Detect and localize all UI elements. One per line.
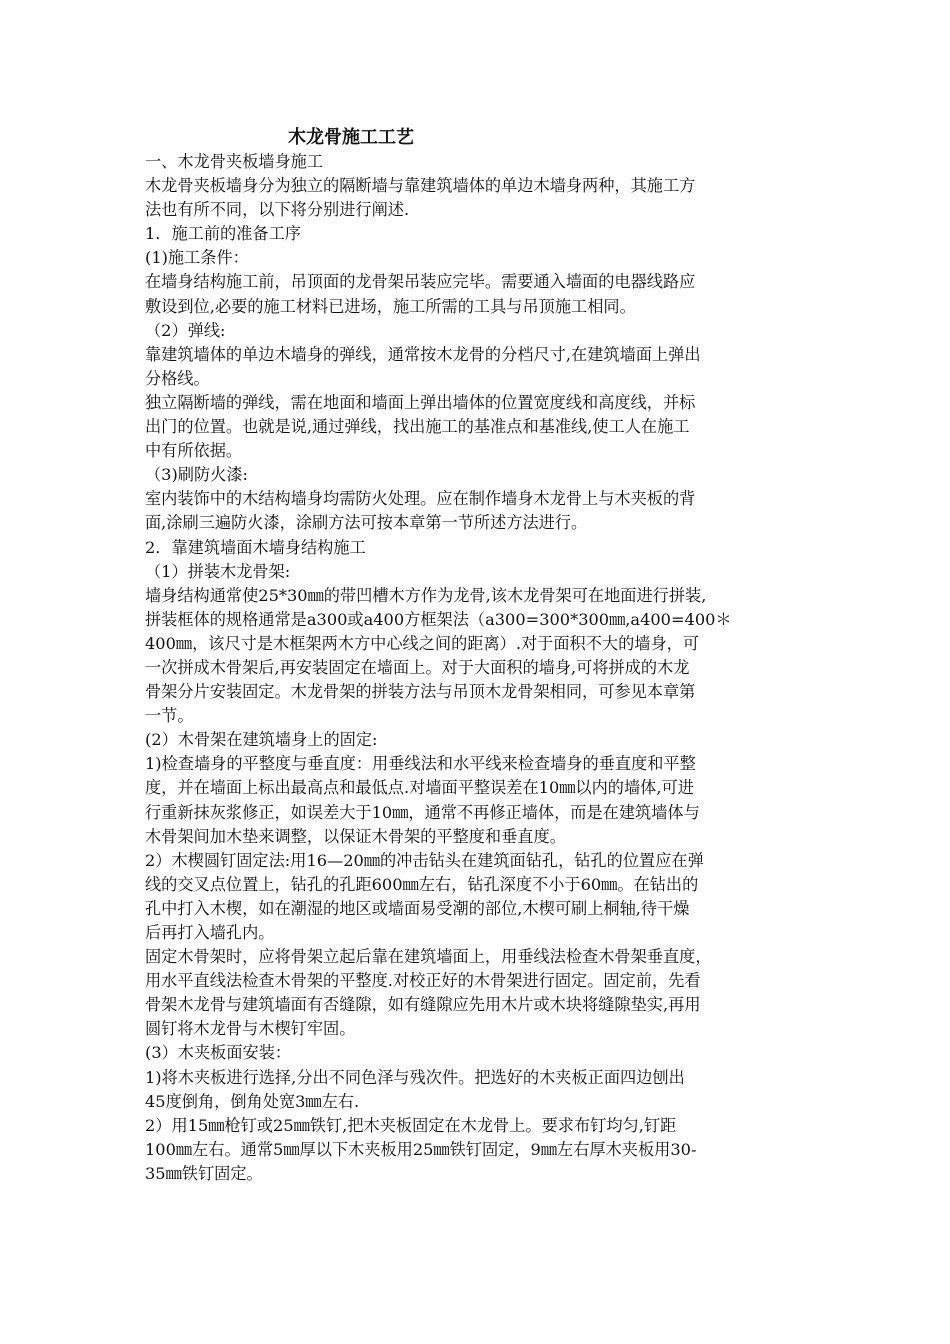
text-line: 分格线。 bbox=[145, 368, 210, 388]
text-line: (2）木骨架在建筑墙身上的固定: bbox=[145, 730, 378, 750]
text-line: 400㎜，该尺寸是木框架两木方中心线之间的距离）.对于面积不大的墙身，可 bbox=[145, 633, 700, 653]
text-line: 2）用15㎜枪钉或25㎜铁钉,把木夹板固定在木龙骨上。要求布钉均匀,钉距 bbox=[145, 1115, 677, 1135]
text-line: （2）弹线: bbox=[145, 320, 226, 340]
text-line: 2．靠建筑墙面木墙身结构施工 bbox=[145, 537, 366, 557]
text-line: 在墙身结构施工前，吊顶面的龙骨架吊装应完毕。需要通入墙面的电器线路应 bbox=[145, 272, 696, 292]
text-line: 度，并在墙面上标出最高点和最低点.对墙面平整误差在10㎜以内的墙体,可进 bbox=[145, 778, 694, 798]
text-line: 墙身结构通常使25*30㎜的带凹槽木方作为龙骨,该木龙骨架可在地面进行拼装, bbox=[145, 585, 707, 605]
document-body bbox=[145, 150, 807, 1186]
text-line: 后再打入墙孔内。 bbox=[145, 923, 275, 942]
text-line: 45度倒角，倒角处宽3㎜左右. bbox=[145, 1091, 360, 1111]
text-line: 1)检查墙身的平整度与垂直度：用垂线法和水平线来检查墙身的垂直度和平整 bbox=[145, 754, 696, 774]
text-line: 用水平直线法检查木骨架的平整度.对校正好的木骨架进行固定。固定前，先看 bbox=[145, 971, 701, 991]
text-line: 1．施工前的准备工序 bbox=[145, 224, 301, 244]
text-line: 骨架木龙骨与建筑墙面有否缝隙，如有缝隙应先用木片或木块将缝隙垫实,再用 bbox=[145, 995, 701, 1015]
text-line: （3)刷防火漆: bbox=[145, 465, 249, 485]
text-line: (1)施工条件： bbox=[145, 248, 249, 268]
text-line: 孔中打入木楔，如在潮湿的地区或墙面易受潮的部位,木楔可刷上桐轴,待干燥 bbox=[145, 898, 690, 918]
text-line: 木龙骨夹板墙身分为独立的隔断墙与靠建筑墙体的单边木墙身两种，其施工方 bbox=[145, 176, 696, 196]
text-line: 面,涂刷三遍防火漆，涂刷方法可按本章第一节所述方法进行。 bbox=[145, 513, 588, 533]
text-line: 骨架分片安装固定。木龙骨架的拼装方法与吊顶木龙骨架相同，可参见本章第 bbox=[145, 682, 696, 702]
text-line: 圆钉将木龙骨与木楔钉牢固。 bbox=[145, 1019, 356, 1039]
text-line: 100㎜左右。通常5㎜厚以下木夹板用25㎜铁钉固定，9㎜左右厚木夹板用30- bbox=[145, 1139, 697, 1159]
text-line: 线的交叉点位置上，钻孔的孔距600㎜左右，钻孔深度不小于60㎜。在钻出的 bbox=[145, 874, 699, 894]
text-line: 一次拼成木骨架后,再安装固定在墙面上。对于大面积的墙身,可将拼成的木龙 bbox=[145, 657, 690, 677]
text-line: 独立隔断墙的弹线，需在地面和墙面上弹出墙体的位置宽度线和高度线，并标 bbox=[145, 392, 696, 412]
text-line: 1)将木夹板进行选择,分出不同色泽与残次件。把选好的木夹板正面四边刨出 bbox=[145, 1067, 685, 1087]
text-line: 35㎜铁钉固定。 bbox=[145, 1163, 263, 1183]
text-line: 木骨架间加木垫来调整，以保证木骨架的平整度和垂直度。 bbox=[145, 826, 566, 846]
text-line: (3）木夹板面安装： bbox=[145, 1043, 292, 1063]
text-line: 拼装框体的规格通常是a300或a400方框架法（a300=300*300㎜,a400=400＊ bbox=[145, 609, 732, 629]
text-line: 中有所依据。 bbox=[145, 441, 243, 461]
text-line: 法也有所不同，以下将分别进行阐述. bbox=[145, 200, 410, 220]
text-line: 一、木龙骨夹板墙身施工 bbox=[145, 152, 324, 171]
text-line: 2）木楔圆钉固定法:用16—20㎜的冲击钻头在建筑面钻孔，钻孔的位置应在弹 bbox=[145, 850, 704, 870]
text-line: 靠建筑墙体的单边木墙身的弹线，通常按木龙骨的分档尺寸,在建筑墙面上弹出 bbox=[145, 344, 701, 364]
text-line: 室内装饰中的木结构墙身均需防火处理。应在制作墙身木龙骨上与木夹板的背 bbox=[145, 489, 696, 509]
text-line: 一节。 bbox=[145, 706, 194, 726]
text-line: 固定木骨架时，应将骨架立起后靠在建筑墙面上，用垂线法检查木骨架垂直度， bbox=[145, 947, 712, 967]
text-line: 敷设到位,必要的施工材料已进场，施工所需的工具与吊顶施工相同。 bbox=[145, 296, 636, 316]
text-line: 出门的位置。也就是说,通过弹线，找出施工的基准点和基准线,使工人在施工 bbox=[145, 417, 690, 437]
document-title: 木龙骨施工工艺 bbox=[288, 127, 414, 148]
text-line: （1）拼装木龙骨架: bbox=[145, 561, 291, 581]
text-line: 行重新抹灰浆修正，如误差大于10㎜，通常不再修正墙体，而是在建筑墙体与 bbox=[145, 802, 700, 822]
